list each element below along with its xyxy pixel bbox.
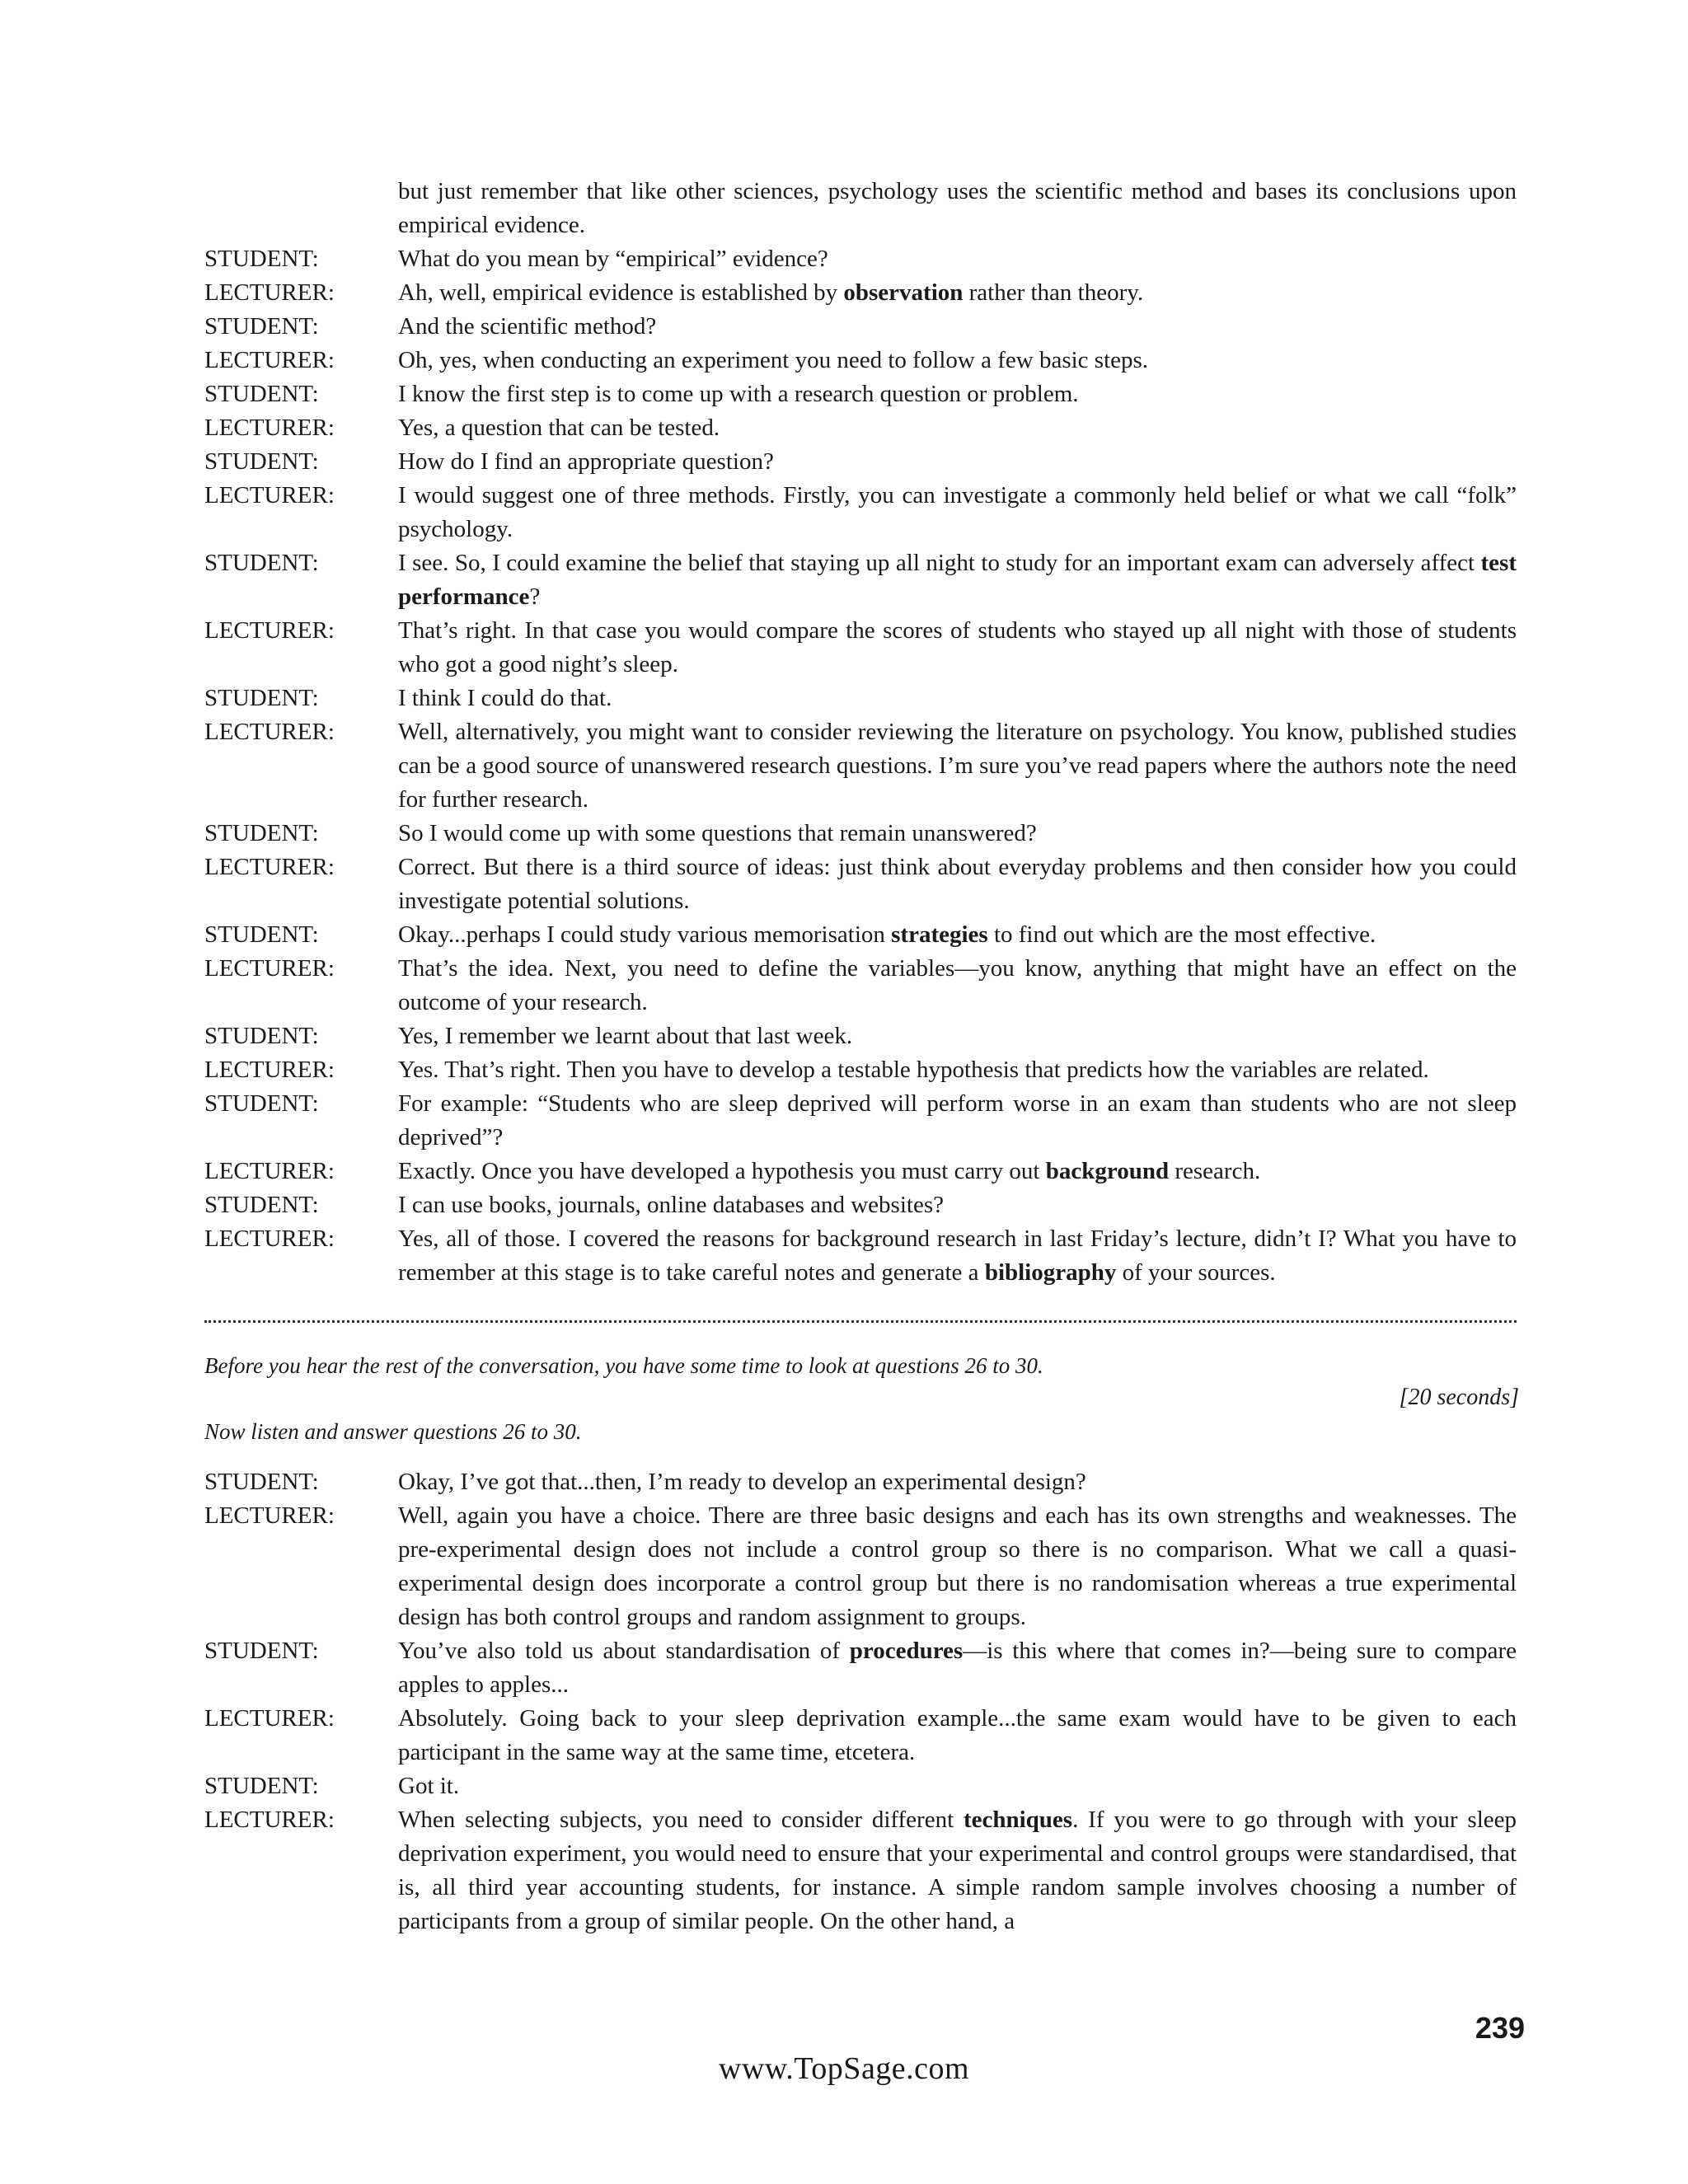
speaker-label: LECTURER: xyxy=(204,279,335,306)
dialogue-line xyxy=(204,310,1517,344)
speech-text xyxy=(398,377,1517,411)
speech-text xyxy=(398,479,1517,546)
speech-text xyxy=(398,1155,1517,1188)
instruction-listen: Now listen and answer questions 26 to 30. xyxy=(204,1419,582,1444)
speech-text xyxy=(398,175,1517,242)
dialogue-line xyxy=(204,1803,1517,1938)
speech-text xyxy=(398,445,1517,479)
speech-text xyxy=(398,1702,1517,1769)
speech-text xyxy=(398,1769,1517,1803)
dialogue-line xyxy=(204,344,1517,377)
speech-text xyxy=(398,1499,1517,1634)
dialogue-line xyxy=(204,682,1517,715)
speech-text xyxy=(398,851,1517,918)
speech-segment: Exactly. Once you have developed a hypothesis you must carry out xyxy=(398,1158,1046,1184)
speech-text xyxy=(398,1803,1517,1938)
dialogue-line xyxy=(204,952,1517,1019)
speech-segment: —is this where that comes in?—being sure to compare apples to apples... xyxy=(398,1638,1517,1698)
dialogue-line xyxy=(204,614,1517,682)
speaker-label: STUDENT: xyxy=(204,448,319,475)
speech-text xyxy=(398,276,1517,310)
speech-segment: Okay...perhaps I could study various memorisation xyxy=(398,921,892,948)
speaker-label: STUDENT: xyxy=(204,313,319,340)
speech-text xyxy=(398,1053,1517,1087)
speech-segment: Got it. xyxy=(398,1773,460,1799)
speech-segment: Correct. But there is a third source of ideas: just think about everyday problems and then consider how you could investigate potential solutions. xyxy=(398,854,1517,914)
section-divider xyxy=(204,1320,1517,1323)
speech-text xyxy=(398,715,1517,817)
speaker-label: LECTURER: xyxy=(204,482,335,509)
speaker-label: STUDENT: xyxy=(204,1090,319,1117)
speech-segment: What do you mean by “empirical” evidence? xyxy=(398,246,828,272)
key-term: test performance xyxy=(398,550,1517,610)
speech-text xyxy=(398,411,1517,445)
dialogue-line xyxy=(204,276,1517,310)
speech-segment: Absolutely. Going back to your sleep deprivation example...the same exam would have to be given to each participant in the same way at the same time, etcetera. xyxy=(398,1705,1517,1765)
speech-segment: I would suggest one of three methods. Firstly, you can investigate a commonly held belief or what we call “folk” psychology. xyxy=(398,482,1517,542)
speech-text xyxy=(398,1634,1517,1702)
dialogue-line xyxy=(204,817,1517,851)
speech-text xyxy=(398,1465,1517,1499)
dialogue-line xyxy=(204,1155,1517,1188)
key-term: strategies xyxy=(891,921,988,948)
speech-segment: but just remember that like other sciences, psychology uses the scientific method and bases its conclusions upon empirical evidence. xyxy=(398,178,1517,238)
speech-segment: Well, alternatively, you might want to consider reviewing the literature on psychology. You know, published studies can be a good source of unanswered research questions. I’m sure you’ve read papers where the authors note the need for further research. xyxy=(398,719,1517,813)
speech-text xyxy=(398,918,1517,952)
dialogue-line xyxy=(204,1019,1517,1053)
dialogue-line xyxy=(204,1702,1517,1769)
speech-segment: Oh, yes, when conducting an experiment you need to follow a few basic steps. xyxy=(398,347,1149,373)
speaker-label: STUDENT: xyxy=(204,381,319,407)
speaker-label: STUDENT: xyxy=(204,1192,319,1218)
key-term: bibliography xyxy=(984,1259,1117,1286)
speech-segment: Yes, I remember we learnt about that last week. xyxy=(398,1023,853,1049)
speech-text xyxy=(398,1087,1517,1155)
speech-segment: of your sources. xyxy=(1116,1259,1276,1286)
dialogue-line xyxy=(204,1087,1517,1155)
speech-text xyxy=(398,817,1517,851)
speaker-label: STUDENT: xyxy=(204,685,319,711)
speaker-label: STUDENT: xyxy=(204,820,319,846)
speech-segment: That’s the idea. Next, you need to define the variables—you know, anything that might have an effect on the outcome of your research. xyxy=(398,955,1517,1015)
speech-segment: I think I could do that. xyxy=(398,685,612,711)
dialogue-line xyxy=(204,242,1517,276)
dialogue-line xyxy=(204,445,1517,479)
speaker-label: LECTURER: xyxy=(204,1502,335,1529)
key-term: procedures xyxy=(849,1638,964,1664)
speech-text xyxy=(398,242,1517,276)
speaker-label: STUDENT: xyxy=(204,921,319,948)
speaker-label: LECTURER: xyxy=(204,415,335,441)
speech-segment: When selecting subjects, you need to consider different xyxy=(398,1807,964,1833)
speaker-label: LECTURER: xyxy=(204,1158,335,1184)
dialogue-line xyxy=(204,546,1517,614)
speech-segment: So I would come up with some questions that remain unanswered? xyxy=(398,820,1037,846)
speech-segment: For example: “Students who are sleep deprived will perform worse in an exam than students who are not sleep deprived”? xyxy=(398,1090,1517,1151)
speech-text xyxy=(398,546,1517,614)
dialogue-line xyxy=(204,411,1517,445)
dialogue-line xyxy=(204,1053,1517,1087)
speech-segment: That’s right. In that case you would compare the scores of students who stayed up all night with those of students who got a good night’s sleep. xyxy=(398,617,1517,677)
dialogue-line xyxy=(204,851,1517,918)
dialogue-line xyxy=(204,1499,1517,1634)
speech-segment: Ah, well, empirical evidence is established by xyxy=(398,279,844,306)
dialogue-line xyxy=(204,1465,1517,1499)
dialogue-line xyxy=(204,715,1517,817)
speech-segment: Well, again you have a choice. There are three basic designs and each has its own strengths and weaknesses. The pre-experimental design does not include a control group so there is no comparison. What we call a quasi-experimental design does incorporate a control group but there is no randomisation whereas a true experimental design has both control groups and random assignment to groups. xyxy=(398,1502,1517,1630)
speech-text xyxy=(398,310,1517,344)
dialogue-line xyxy=(204,1222,1517,1290)
timing-note: [20 seconds] xyxy=(1399,1385,1519,1410)
speech-segment: And the scientific method? xyxy=(398,313,657,340)
dialogue-line xyxy=(204,1188,1517,1222)
dialogue-line xyxy=(204,1769,1517,1803)
speech-segment: You’ve also told us about standardisation of xyxy=(398,1638,850,1664)
instruction-preview: Before you hear the rest of the conversation, you have some time to look at questions 26 to 30. xyxy=(204,1353,1043,1378)
speaker-label: STUDENT: xyxy=(204,1469,319,1495)
speech-segment: . If you were to go through with your sleep deprivation experiment, you would need to ensure that your experimental and control groups were standardised, that is, all third year accounting students, for instance. A simple random sample involves choosing a number of participants from a group of similar people. On the other hand, a xyxy=(398,1807,1517,1934)
speech-text xyxy=(398,1222,1517,1290)
speaker-label: LECTURER: xyxy=(204,1705,335,1732)
speaker-label: STUDENT: xyxy=(204,1773,319,1799)
dialogue-line xyxy=(204,918,1517,952)
speech-text xyxy=(398,682,1517,715)
speaker-label: STUDENT: xyxy=(204,1023,319,1049)
speech-segment: Yes, a question that can be tested. xyxy=(398,415,720,441)
dialogue-line xyxy=(204,377,1517,411)
key-term: techniques xyxy=(963,1807,1073,1833)
key-term: background xyxy=(1045,1158,1170,1184)
speech-segment: I know the first step is to come up with a research question or problem. xyxy=(398,381,1079,407)
speaker-label: LECTURER: xyxy=(204,854,335,880)
speech-segment: research. xyxy=(1169,1158,1261,1184)
speech-segment: to find out which are the most effective. xyxy=(987,921,1376,948)
page-number: 239 xyxy=(1475,2011,1525,2045)
speaker-label: LECTURER: xyxy=(204,955,335,982)
speaker-label: LECTURER: xyxy=(204,1807,335,1833)
speaker-label: STUDENT: xyxy=(204,1638,319,1664)
speech-segment: ? xyxy=(529,583,541,610)
speech-segment: I see. So, I could examine the belief that staying up all night to study for an important exam can adversely affect xyxy=(398,550,1481,576)
speech-text xyxy=(398,344,1517,377)
speech-segment: Yes. That’s right. Then you have to develop a testable hypothesis that predicts how the variables are related. xyxy=(398,1057,1429,1083)
transcript-part-1 xyxy=(204,175,1517,1290)
dialogue-line xyxy=(204,1634,1517,1702)
speech-segment: How do I find an appropriate question? xyxy=(398,448,774,475)
speaker-label: LECTURER: xyxy=(204,617,335,644)
dialogue-line xyxy=(204,175,1517,242)
speech-text xyxy=(398,952,1517,1019)
speech-segment: Okay, I’ve got that...then, I’m ready to develop an experimental design? xyxy=(398,1469,1086,1495)
speech-text xyxy=(398,1019,1517,1053)
speech-segment: Yes, all of those. I covered the reasons for background research in last Friday’s lecture, didn’t I? What you have to remember at this stage is to take careful notes and generate a xyxy=(398,1226,1517,1286)
speech-segment: I can use books, journals, online databases and websites? xyxy=(398,1192,944,1218)
speaker-label: STUDENT: xyxy=(204,550,319,576)
dialogue-line xyxy=(204,479,1517,546)
speaker-label: STUDENT: xyxy=(204,246,319,272)
speaker-label: LECTURER: xyxy=(204,347,335,373)
key-term: observation xyxy=(843,279,964,306)
footer-url: www.TopSage.com xyxy=(718,2051,970,2086)
speech-text xyxy=(398,614,1517,682)
speech-text xyxy=(398,1188,1517,1222)
speaker-label: LECTURER: xyxy=(204,1057,335,1083)
speaker-label: LECTURER: xyxy=(204,719,335,745)
transcript-part-2 xyxy=(204,1465,1517,1938)
speaker-label: LECTURER: xyxy=(204,1226,335,1252)
speech-segment: rather than theory. xyxy=(963,279,1144,306)
